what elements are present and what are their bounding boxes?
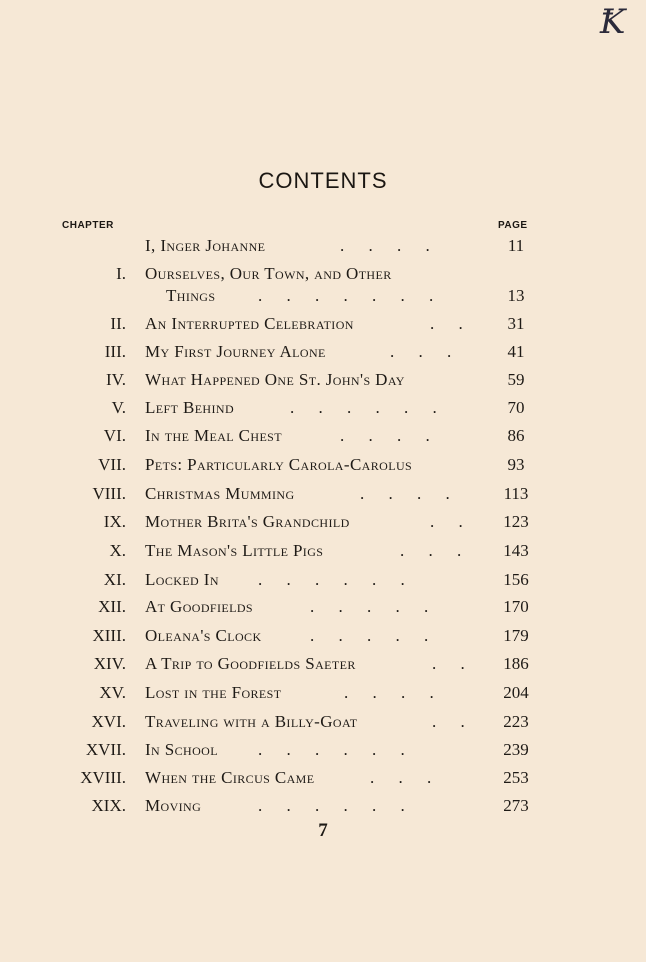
toc-entry bbox=[0, 654, 646, 680]
page-reference: 253 bbox=[503, 768, 529, 787]
chapter-number: XVII. bbox=[85, 740, 126, 759]
page-reference: 41 bbox=[507, 342, 525, 361]
toc-entry bbox=[0, 398, 646, 424]
leader-dots: . . . . . . bbox=[290, 398, 447, 417]
chapter-number: II. bbox=[110, 314, 126, 333]
chapter-number: I. bbox=[116, 264, 126, 283]
chapter-title: Locked In bbox=[145, 570, 219, 589]
leader-dots: . . . . . . bbox=[258, 796, 415, 815]
leader-dots: . . . . bbox=[360, 484, 460, 503]
toc-entry bbox=[0, 426, 646, 452]
toc-entry bbox=[0, 683, 646, 709]
chapter-title: Traveling with a Billy-Goat bbox=[145, 712, 358, 731]
page-reference: 156 bbox=[503, 570, 529, 589]
chapter-title: When the Circus Came bbox=[145, 768, 315, 787]
toc-entry bbox=[0, 740, 646, 766]
chapter-number: III. bbox=[104, 342, 126, 361]
chapter-title: What Happened One St. John's Day bbox=[145, 370, 405, 389]
chapter-number: XIV. bbox=[93, 654, 126, 673]
chapter-number: IX. bbox=[103, 512, 126, 531]
toc-entry bbox=[0, 314, 646, 340]
toc-entry bbox=[0, 796, 646, 822]
page-title: CONTENTS bbox=[258, 168, 388, 193]
leader-dots: . . bbox=[430, 314, 473, 333]
page-reference: 13 bbox=[507, 286, 525, 305]
page-reference: 179 bbox=[503, 626, 529, 645]
page-reference: 123 bbox=[503, 512, 529, 531]
chapter-title: Ourselves, Our Town, and Other bbox=[145, 264, 392, 283]
handwritten-corner-mark: Ꝁ bbox=[600, 2, 626, 42]
toc-entry bbox=[0, 597, 646, 623]
chapter-title: Christmas Mumming bbox=[145, 484, 295, 503]
chapter-title: A Trip to Goodfields Saeter bbox=[145, 654, 356, 673]
page-reference: 86 bbox=[507, 426, 525, 445]
page-column-header: PAGE bbox=[498, 220, 528, 231]
chapter-title: I, Inger Johanne bbox=[145, 236, 266, 255]
chapter-title: Oleana's Clock bbox=[145, 626, 262, 645]
chapter-number: VII. bbox=[98, 455, 126, 474]
toc-entry bbox=[0, 712, 646, 738]
chapter-number: VIII. bbox=[92, 484, 126, 503]
chapter-number: VI. bbox=[103, 426, 126, 445]
leader-dots: . . . bbox=[390, 342, 462, 361]
toc-entry bbox=[0, 541, 646, 567]
toc-entry bbox=[0, 236, 646, 262]
page-reference: 273 bbox=[503, 796, 529, 815]
chapter-title: Pets: Particularly Carola-Carolus bbox=[145, 455, 413, 474]
page-reference: 93 bbox=[507, 455, 525, 474]
leader-dots: . . . . . bbox=[310, 597, 439, 616]
chapter-title: Left Behind bbox=[145, 398, 235, 417]
leader-dots: . . . . bbox=[344, 683, 444, 702]
toc-entry bbox=[0, 512, 646, 538]
chapter-title: The Mason's Little Pigs bbox=[145, 541, 324, 560]
toc-entry bbox=[0, 484, 646, 510]
chapter-title: An Interrupted Celebration bbox=[145, 314, 354, 333]
toc-entry bbox=[0, 264, 646, 305]
leader-dots: . . bbox=[430, 512, 473, 531]
page-number: 7 bbox=[318, 820, 328, 841]
leader-dots: . . . bbox=[370, 768, 442, 787]
chapter-number: X. bbox=[109, 541, 126, 560]
chapter-title: Moving bbox=[145, 796, 202, 815]
page-reference: 70 bbox=[507, 398, 525, 417]
leader-dots: . . . . bbox=[340, 236, 440, 255]
page-reference: 170 bbox=[503, 597, 529, 616]
chapter-title: Lost in the Forest bbox=[145, 683, 282, 702]
page-reference: 186 bbox=[503, 654, 529, 673]
page-reference: 239 bbox=[503, 740, 529, 759]
leader-dots: . . . . . . bbox=[258, 570, 415, 589]
leader-dots: . . . . . . bbox=[258, 740, 415, 759]
leader-dots: . . . . . . . bbox=[258, 286, 444, 305]
chapter-title-continued: Things bbox=[166, 286, 216, 305]
chapter-number: XVI. bbox=[91, 712, 126, 731]
chapter-title: In School bbox=[145, 740, 218, 759]
toc-entry bbox=[0, 768, 646, 794]
toc-entry bbox=[0, 626, 646, 652]
chapter-number: XVIII. bbox=[80, 768, 126, 787]
page-reference: 223 bbox=[503, 712, 529, 731]
chapter-number: XI. bbox=[103, 570, 126, 589]
chapter-title: At Goodfields bbox=[145, 597, 254, 616]
chapter-column-header: CHAPTER bbox=[62, 220, 114, 231]
chapter-title: Mother Brita's Grandchild bbox=[145, 512, 350, 531]
chapter-title: My First Journey Alone bbox=[145, 342, 326, 361]
leader-dots: . . . . . bbox=[310, 626, 439, 645]
leader-dots: . . . bbox=[400, 541, 472, 560]
chapter-number: XV. bbox=[99, 683, 126, 702]
toc-entry bbox=[0, 370, 646, 396]
page-reference: 31 bbox=[507, 314, 525, 333]
toc-entry bbox=[0, 342, 646, 368]
chapter-number: V. bbox=[111, 398, 126, 417]
leader-dots: . . bbox=[432, 654, 475, 673]
chapter-number: XIII. bbox=[92, 626, 126, 645]
chapter-number: XII. bbox=[98, 597, 126, 616]
chapter-title: In the Meal Chest bbox=[145, 426, 282, 445]
toc-entry bbox=[0, 455, 646, 481]
toc-entry bbox=[0, 570, 646, 596]
page-reference: 59 bbox=[507, 370, 525, 389]
leader-dots: . . . . bbox=[340, 426, 440, 445]
leader-dots: . . bbox=[432, 712, 475, 731]
chapter-number: XIX. bbox=[91, 796, 126, 815]
page-reference: 113 bbox=[503, 484, 529, 503]
chapter-number: IV. bbox=[106, 370, 126, 389]
page-reference: 11 bbox=[507, 236, 525, 255]
page-reference: 204 bbox=[503, 683, 529, 702]
page-reference: 143 bbox=[503, 541, 529, 560]
